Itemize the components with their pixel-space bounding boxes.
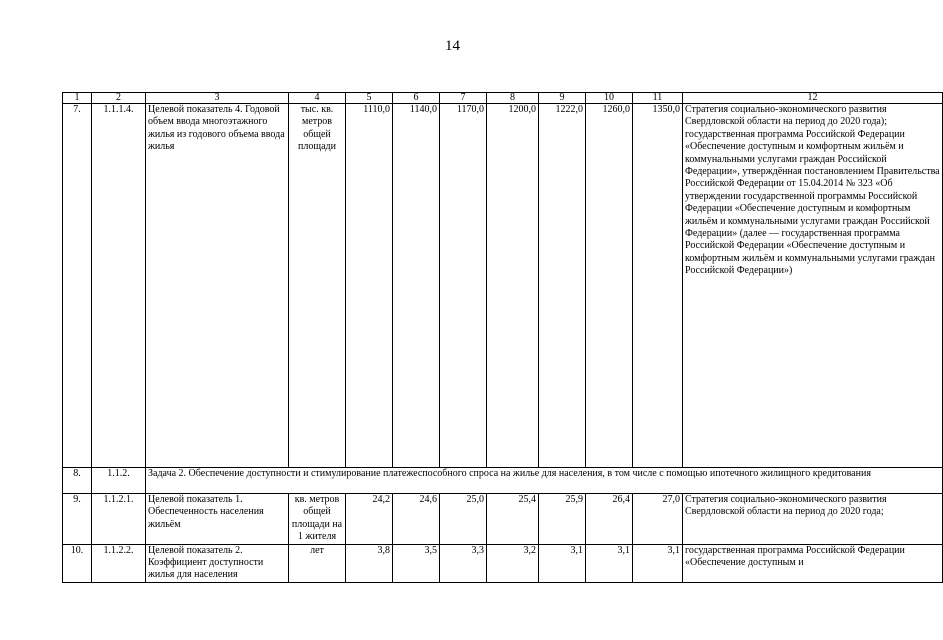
- value-cell: 24,6: [393, 494, 440, 545]
- source-document: государственная программа Российской Федерации «Обеспечение доступным и: [683, 544, 943, 582]
- row-code: 1.1.2.: [92, 468, 146, 494]
- column-number: 3: [146, 93, 289, 104]
- task-description: Задача 2. Обеспечение доступности и стимулирование платежеспособного спроса на жилье для населения, в том числе с помощью ипотечного жилищного кредитования: [146, 468, 943, 494]
- column-number: 1: [63, 93, 92, 104]
- unit-of-measure: лет: [289, 544, 346, 582]
- column-number: 12: [683, 93, 943, 104]
- value-cell: 1140,0: [393, 104, 440, 468]
- column-number: 2: [92, 93, 146, 104]
- column-number: 4: [289, 93, 346, 104]
- source-document: Стратегия социально-экономического развития Свердловской области на период до 2020 года); государственная программа Российской Федерации «Обеспечение доступным и комфортным жильём и коммунальными услугами граждан Российской Федерации», утверждённая постановлением Правительства Российской Федерации от 15.04.2014 № 323 «Об утверждении государственной программы Российской Федерации «Обеспечение доступным и комфортным жильём и коммунальными услугами граждан Российской Федерации» (далее — государственная программа Российской Федерации «Обеспечение доступным и комфортным жильём и коммунальными услугами граждан Российской Федерации»): [683, 104, 943, 468]
- row-code: 1.1.2.2.: [92, 544, 146, 582]
- column-number-row: [63, 93, 943, 104]
- unit-of-measure: тыс. кв. метров общей площади: [289, 104, 346, 468]
- row-number: 10.: [63, 544, 92, 582]
- value-cell: 25,0: [440, 494, 487, 545]
- value-cell: 1260,0: [586, 104, 633, 468]
- table-row: [63, 468, 943, 494]
- column-number: 5: [346, 93, 393, 104]
- indicator-name: Целевой показатель 4. Годовой объем ввода многоэтажного жилья из годового объема ввода жилья: [146, 104, 289, 468]
- indicator-name: Целевой показатель 2. Коэффициент доступности жилья для населения: [146, 544, 289, 582]
- value-cell: 3,1: [586, 544, 633, 582]
- column-number: 6: [393, 93, 440, 104]
- row-number: 9.: [63, 494, 92, 545]
- value-cell: 26,4: [586, 494, 633, 545]
- value-cell: 3,5: [393, 544, 440, 582]
- row-code: 1.1.1.4.: [92, 104, 146, 468]
- value-cell: 25,9: [539, 494, 586, 545]
- row-code: 1.1.2.1.: [92, 494, 146, 545]
- value-cell: 3,2: [487, 544, 539, 582]
- value-cell: 1200,0: [487, 104, 539, 468]
- value-cell: 27,0: [633, 494, 683, 545]
- row-number: 7.: [63, 104, 92, 468]
- column-number: 7: [440, 93, 487, 104]
- table-row: [63, 494, 943, 545]
- value-cell: 25,4: [487, 494, 539, 545]
- row-number: 8.: [63, 468, 92, 494]
- value-cell: 3,1: [539, 544, 586, 582]
- value-cell: 1110,0: [346, 104, 393, 468]
- indicators-table: [62, 92, 943, 583]
- value-cell: 3,8: [346, 544, 393, 582]
- column-number: 10: [586, 93, 633, 104]
- value-cell: 1170,0: [440, 104, 487, 468]
- value-cell: 1222,0: [539, 104, 586, 468]
- column-number: 9: [539, 93, 586, 104]
- value-cell: 1350,0: [633, 104, 683, 468]
- page-number: 14: [445, 38, 460, 54]
- source-document: Стратегия социально-экономического развития Свердловской области на период до 2020 года;: [683, 494, 943, 545]
- table-row: [63, 544, 943, 582]
- unit-of-measure: кв. метров общей площади на 1 жителя: [289, 494, 346, 545]
- value-cell: 24,2: [346, 494, 393, 545]
- table-row: [63, 104, 943, 468]
- value-cell: 3,3: [440, 544, 487, 582]
- indicator-name: Целевой показатель 1. Обеспеченность населения жильём: [146, 494, 289, 545]
- column-number: 8: [487, 93, 539, 104]
- column-number: 11: [633, 93, 683, 104]
- value-cell: 3,1: [633, 544, 683, 582]
